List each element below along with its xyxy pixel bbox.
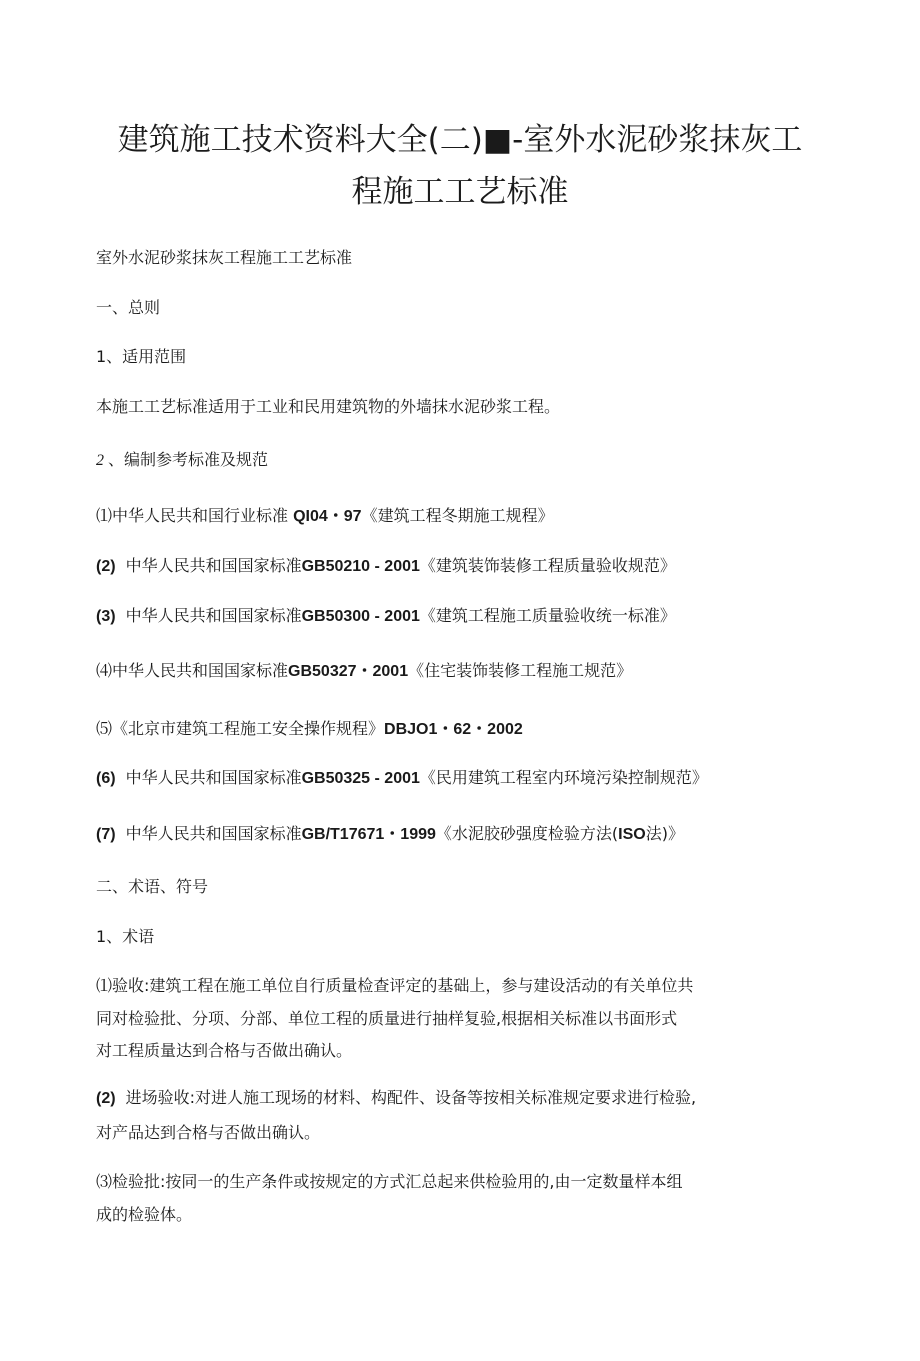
- reference-item-1: [96, 500, 554, 533]
- reference-title: 《建筑装饰装修工程质量验收规范》: [419, 556, 676, 575]
- reference-prefix: 中华人民共和国国家标准: [125, 556, 302, 575]
- term-1-line-2: 同对检验批、分项、分部、单位工程的质量进行抽样复验,根据相关标准以书面形式: [96, 1009, 678, 1028]
- reference-code: GB50210 - 2001: [301, 558, 420, 575]
- subsection-terms: 1、术语: [96, 927, 155, 946]
- document-title-line-1: 建筑施工技术资料大全(二)■-室外水泥砂浆抹灰工: [117, 122, 803, 158]
- term-2-line-1: [96, 1082, 696, 1115]
- reference-iso: ISO: [618, 826, 646, 843]
- reference-item-7: [96, 818, 684, 851]
- reference-prefix: 中华人民共和国国家标准: [125, 768, 302, 787]
- reference-prefix: ⑴中华人民共和国行业标准: [96, 506, 294, 525]
- reference-item-2: [96, 550, 676, 583]
- subsection-scope: 1、适用范围: [96, 347, 187, 366]
- reference-title: 《民用建筑工程室内环境污染控制规范》: [419, 768, 708, 787]
- item-number: (2): [96, 558, 116, 575]
- item-number: (2): [96, 1090, 116, 1107]
- reference-code: DBJO1・62・2002: [384, 721, 523, 738]
- term-2-line-2: 对产品达到合格与否做出确认。: [96, 1123, 321, 1142]
- reference-title: 《建筑工程施工质量验收统一标准》: [419, 606, 676, 625]
- term-text: 进场验收:对进人施工现场的材料、构配件、设备等按相关标准规定要求进行检验,: [125, 1088, 697, 1107]
- reference-code: GB50325 - 2001: [301, 770, 420, 787]
- reference-prefix: 中华人民共和国国家标准: [125, 606, 302, 625]
- reference-item-5: [96, 713, 523, 746]
- reference-prefix: ⑷中华人民共和国国家标准: [96, 661, 289, 680]
- item-text: 、编制参考标准及规范: [108, 450, 269, 469]
- reference-title: 《建筑工程冬期施工规程》: [361, 506, 554, 525]
- reference-item-3: [96, 600, 676, 633]
- subtitle: 室外水泥砂浆抹灰工程施工工艺标准: [96, 248, 353, 267]
- term-1-line-1: ⑴验收:建筑工程在施工单位自行质量检查评定的基础上，参与建设活动的有关单位共: [96, 976, 694, 995]
- item-number: 2: [96, 452, 104, 469]
- item-number: (6): [96, 770, 116, 787]
- section-heading-general: 一、总则: [96, 298, 161, 317]
- scope-text: 本施工工艺标准适用于工业和民用建筑物的外墙抹水泥砂浆工程。: [96, 397, 561, 416]
- reference-code: GB50327・2001: [288, 663, 409, 680]
- term-1-line-3: 对工程质量达到合格与否做出确认。: [96, 1041, 353, 1060]
- term-3-line-2: 成的检验体。: [96, 1205, 193, 1224]
- reference-title: 《水泥胶砂强度检验方法(: [435, 824, 619, 843]
- reference-title: 《住宅装饰装修工程施工规范》: [408, 661, 633, 680]
- reference-code: QI04・97: [293, 508, 362, 525]
- section-heading-terms: 二、术语、符号: [96, 877, 209, 896]
- item-number: (7): [96, 826, 116, 843]
- reference-item-6: [96, 762, 708, 795]
- reference-code: GB/T17671・1999: [301, 826, 436, 843]
- reference-code: GB50300 - 2001: [301, 608, 420, 625]
- reference-title: ⑸《北京市建筑工程施工安全操作规程》: [96, 719, 385, 738]
- document-title-line-2: 程施工工艺标准: [351, 174, 569, 210]
- reference-title-end: 法)》: [645, 824, 684, 843]
- term-3-line-1: ⑶检验批:按同一的生产条件或按规定的方式汇总起来供检验用的,由一定数量样本组: [96, 1172, 683, 1191]
- reference-prefix: 中华人民共和国国家标准: [125, 824, 302, 843]
- item-number: (3): [96, 608, 116, 625]
- reference-item-4: [96, 655, 632, 688]
- subsection-references: [96, 444, 268, 477]
